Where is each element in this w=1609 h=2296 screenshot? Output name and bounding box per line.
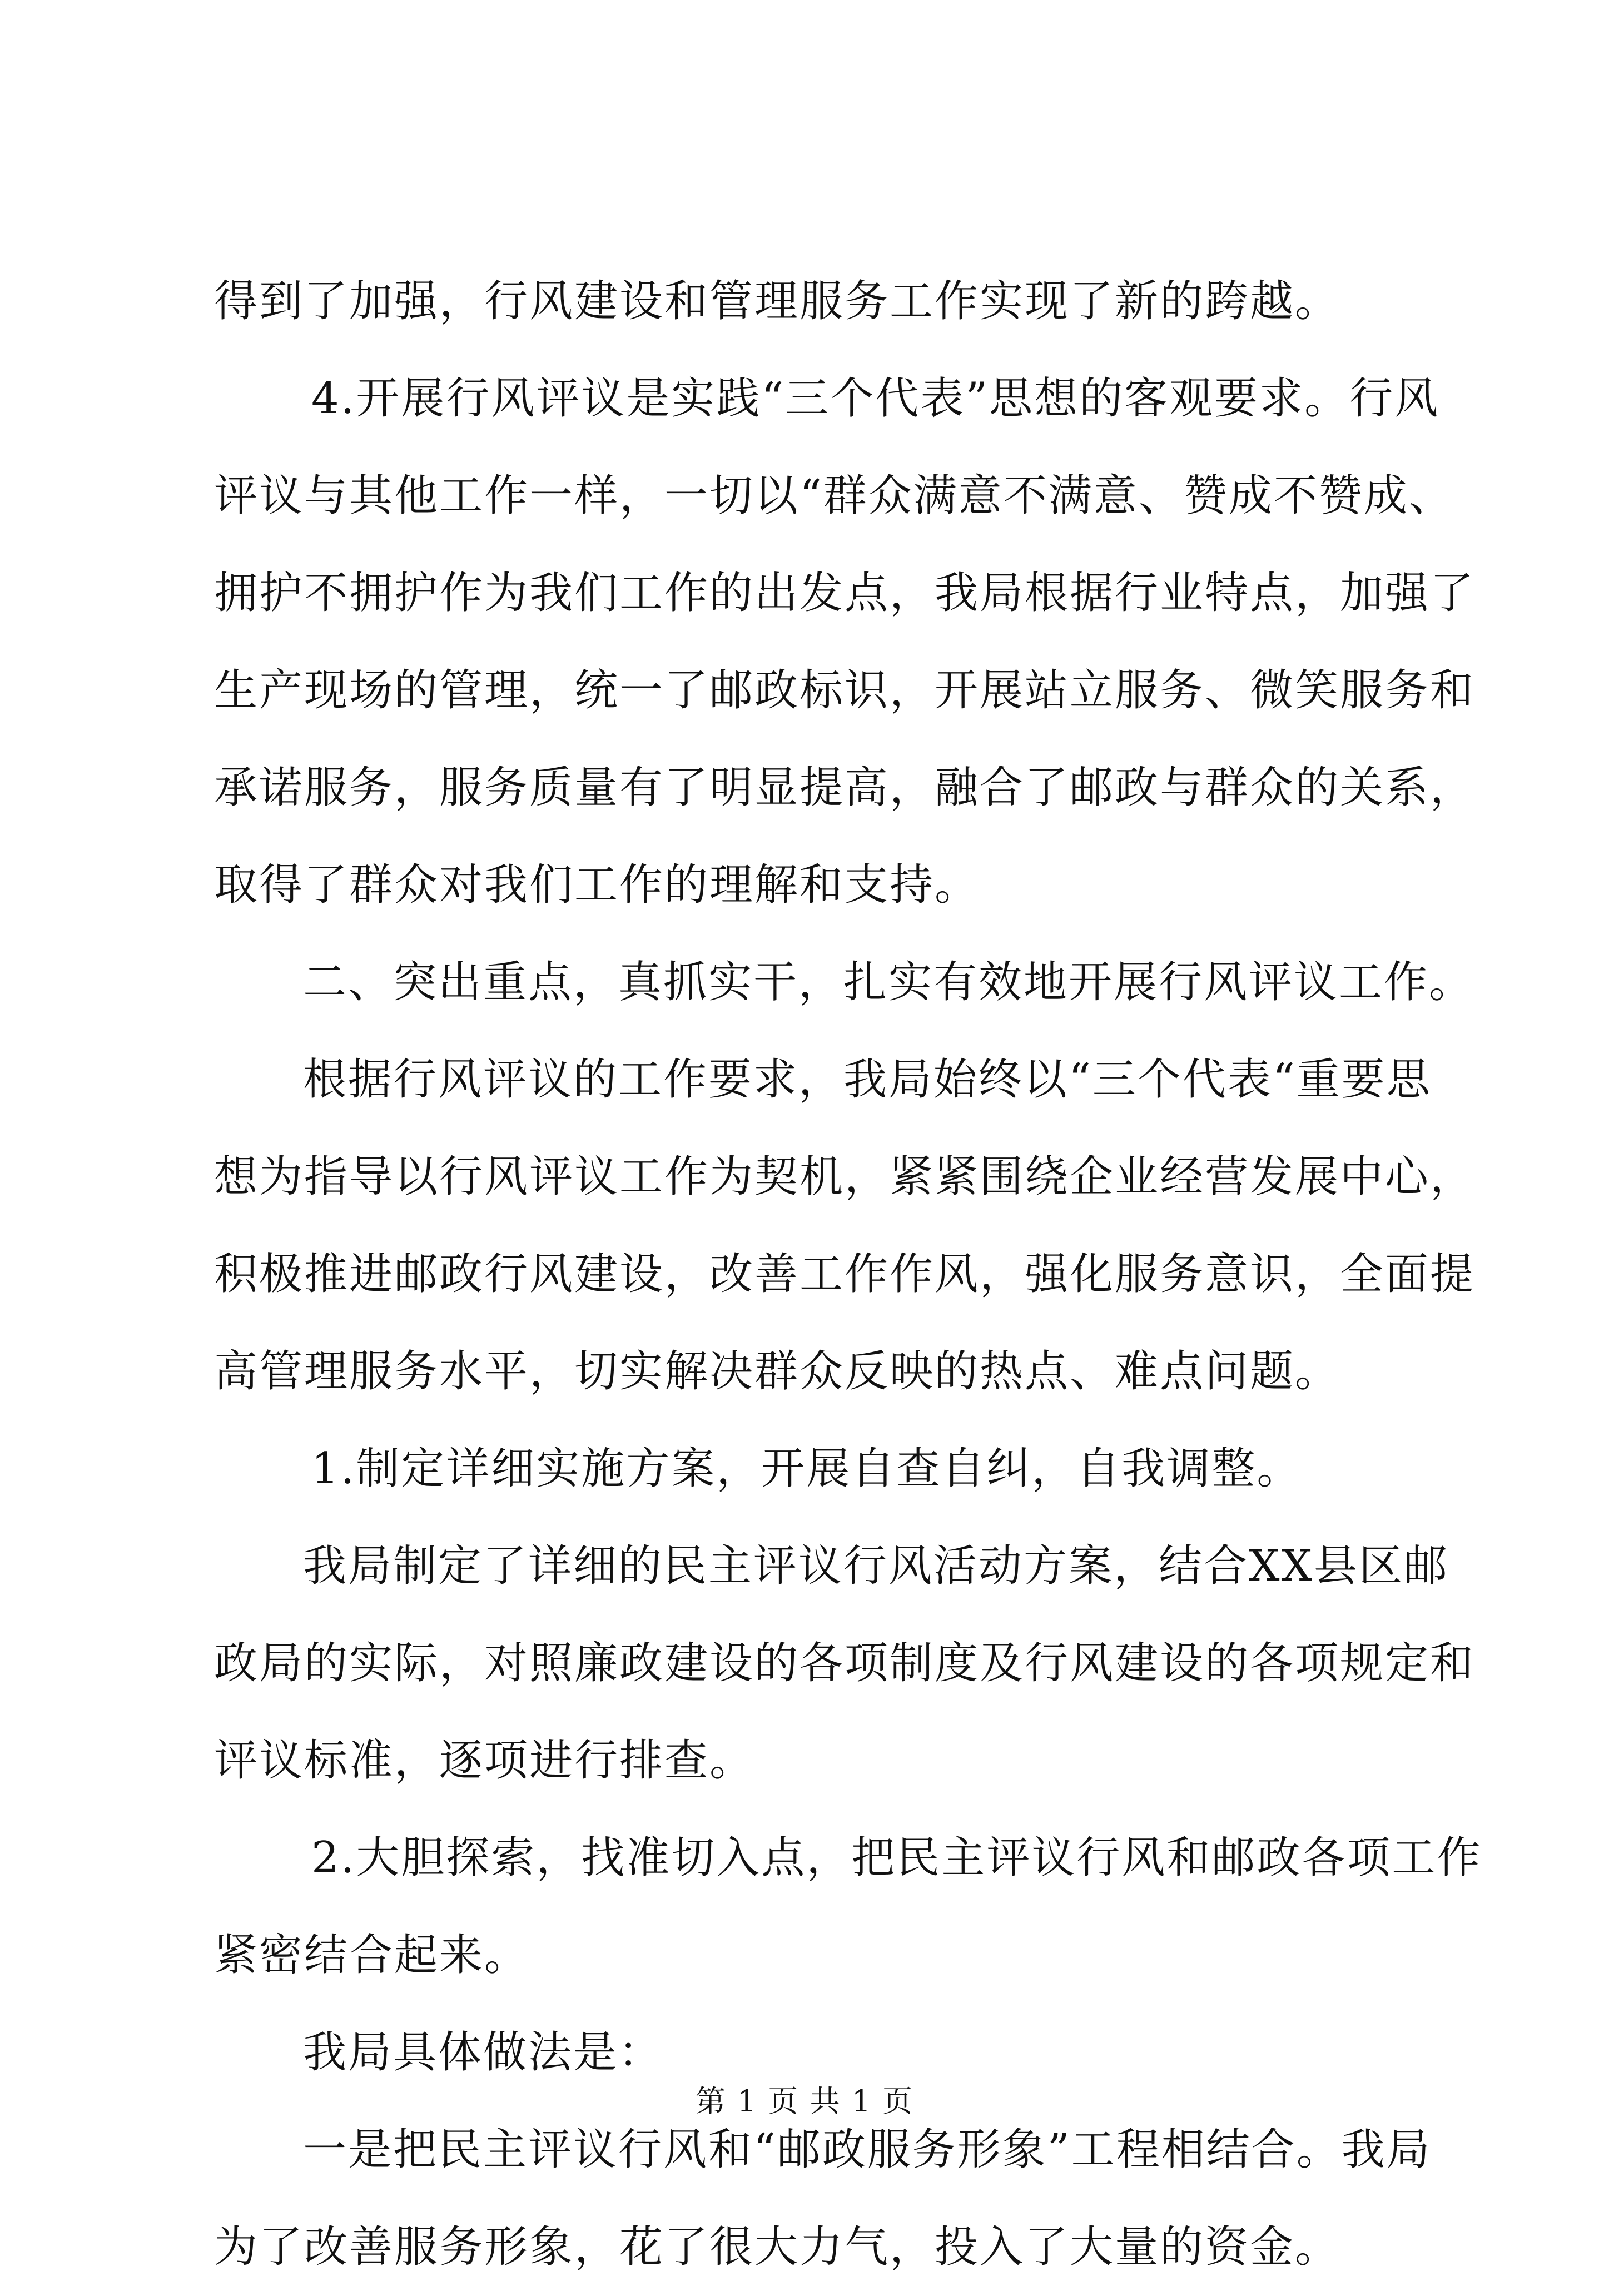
text-line: 我局制定了详细的民主评议行风活动方案，结合XX县区邮 bbox=[303, 1541, 1449, 1591]
page-number: 第 1 页 共 1 页 bbox=[695, 2084, 914, 2119]
text-line: 取得了群众对我们工作的理解和支持。 bbox=[214, 860, 980, 910]
subsection-heading: 2.大胆探索，找准切入点，把民主评议行风和邮政各项工作 bbox=[311, 1833, 1482, 1883]
text-line: 高管理服务水平，切实解决群众反映的热点、难点问题。 bbox=[214, 1346, 1340, 1397]
subsection-heading: 1.制定详细实施方案，开展自查自纠，自我调整。 bbox=[311, 1444, 1302, 1494]
text-line: 评议与其他工作一样，一切以“群众满意不满意、赞成不赞成、 bbox=[214, 471, 1454, 521]
text-line: 根据行风评议的工作要求，我局始终以“三个代表“重要思 bbox=[303, 1055, 1432, 1105]
text-line: 承诺服务，服务质量有了明显提高，融合了邮政与群众的关系， bbox=[214, 763, 1476, 813]
text-line: 4.开展行风评议是实践“三个代表”思想的客观要求。行风 bbox=[311, 374, 1440, 424]
text-line: 我局具体做法是： bbox=[303, 2027, 664, 2078]
text-line: 得到了加强，行风建设和管理服务工作实现了新的跨越。 bbox=[214, 276, 1340, 326]
text-line: 生产现场的管理，统一了邮政标识，开展站立服务、微笑服务和 bbox=[214, 665, 1476, 715]
text-line: 紧密结合起来。 bbox=[214, 1930, 530, 1980]
document-body bbox=[214, 253, 1482, 2296]
section-heading: 二、突出重点，真抓实干，扎实有效地开展行风评议工作。 bbox=[303, 957, 1474, 1007]
text-line: 拥护不拥护作为我们工作的出发点，我局根据行业特点，加强了 bbox=[214, 568, 1476, 618]
text-line: 一是把民主评议行风和“邮政服务形象”工程相结合。我局 bbox=[303, 2125, 1432, 2175]
text-line: 评议标准，逐项进行排查。 bbox=[214, 1736, 755, 1786]
text-line: 政局的实际，对照廉政建设的各项制度及行风建设的各项规定和 bbox=[214, 1638, 1476, 1688]
text-line: 积极推进邮政行风建设，改善工作作风，强化服务意识，全面提 bbox=[214, 1249, 1476, 1299]
text-line: 为了改善服务形象，花了很大力气，投入了大量的资金。 bbox=[214, 2222, 1340, 2272]
text-line: 想为指导以行风评议工作为契机，紧紧围绕企业经营发展中心， bbox=[214, 1152, 1476, 1202]
page-footer bbox=[0, 2079, 1609, 2124]
